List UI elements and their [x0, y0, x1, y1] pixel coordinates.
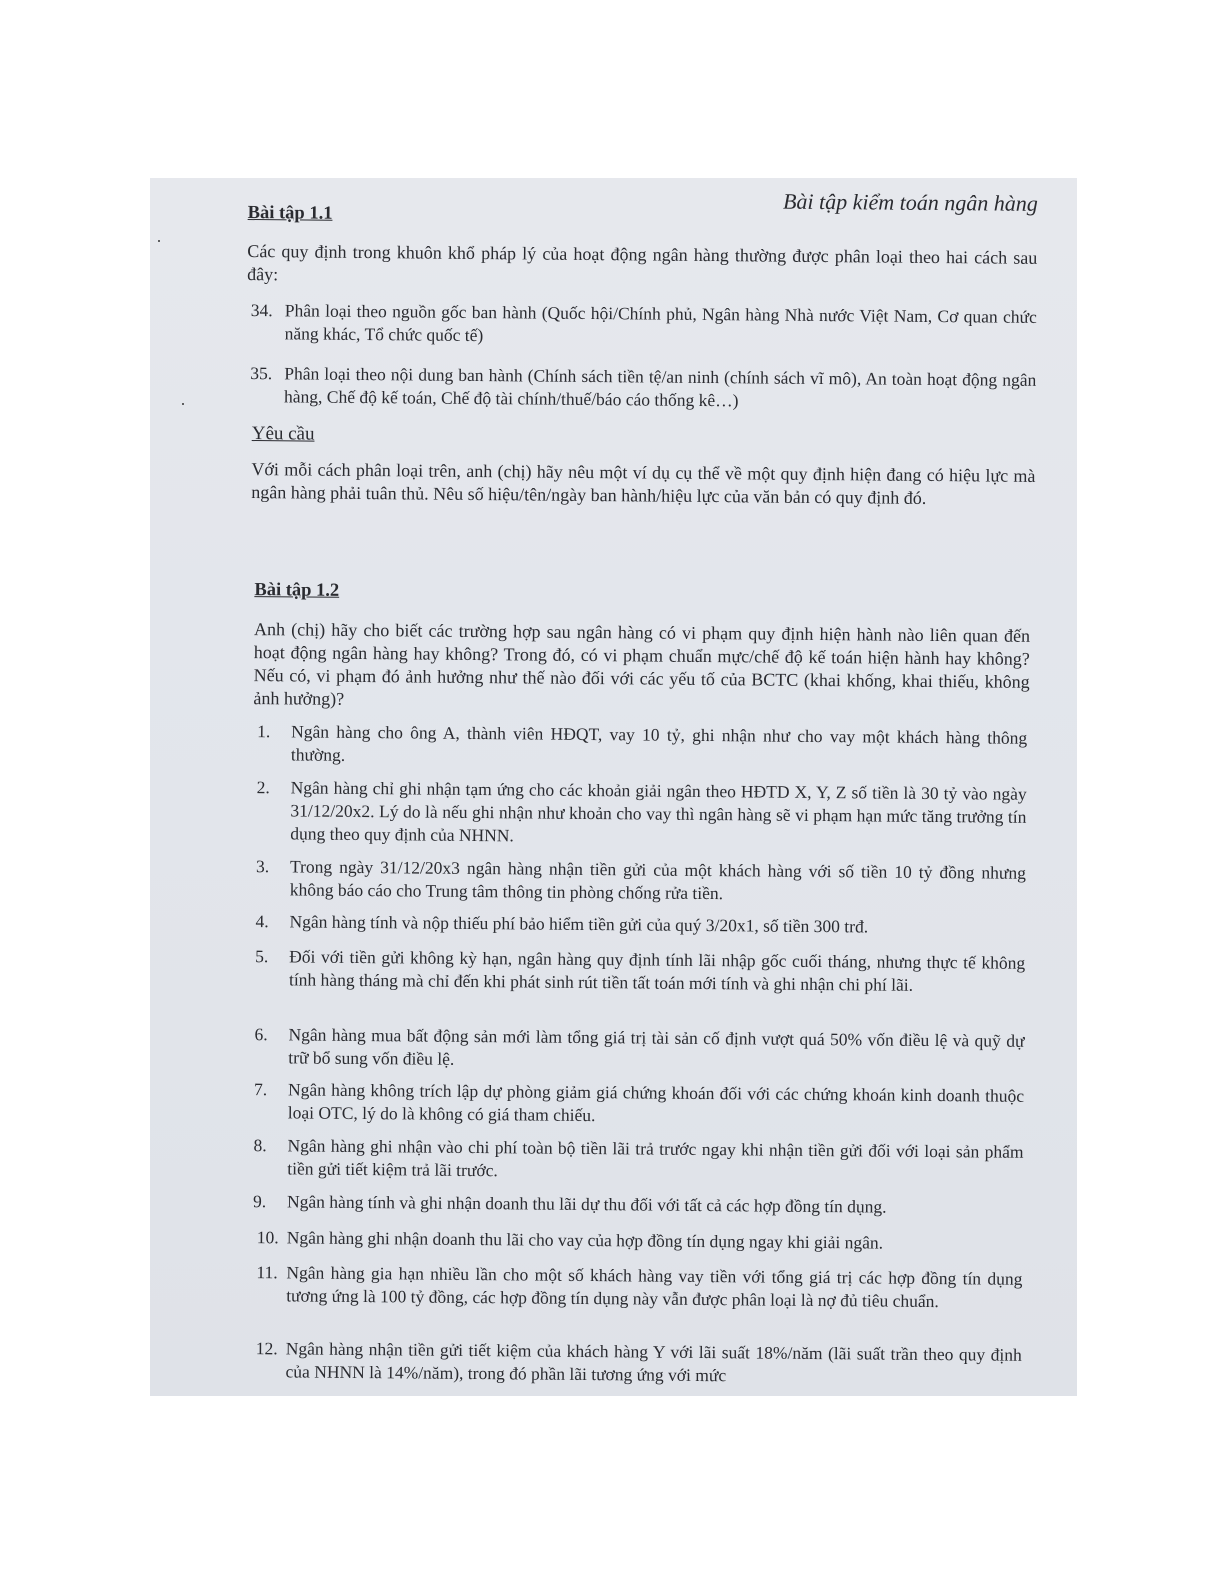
requirement-label: Yêu cầu	[251, 423, 315, 445]
scanned-page	[150, 178, 1077, 1396]
list-item-number: 4.	[255, 911, 269, 932]
list-item-text: Ngân hàng không trích lập dự phòng giảm giá chứng khoán đối với các chứng khoán kinh doanh thuộc loại OTC, lý do là không có giá tham chiếu.	[287, 1079, 1025, 1126]
list-item-number: 5.	[255, 946, 269, 967]
list-item-number: 1.	[257, 721, 271, 742]
list-item-number: 7.	[253, 1079, 268, 1100]
scan-speck	[158, 240, 160, 242]
list-item	[256, 776, 1027, 852]
list-item	[251, 299, 1037, 352]
list-item-number: 11.	[256, 1262, 278, 1283]
list-item	[255, 910, 1025, 940]
exercise-1-title: Bài tập 1.1	[247, 202, 333, 224]
list-item	[255, 945, 1025, 998]
list-item-text: Phân loại theo nội dung ban hành (Chính sách tiền tệ/an ninh (chính sách vĩ mô), An toàn hoạt động ngân hàng, Chế độ kế toán, Chế độ tài chính/thuế/báo cáo thống kê…)	[284, 363, 1037, 411]
list-item-text: Ngân hàng ghi nhận vào chi phí toàn bộ tiền lãi trả trước ngay khi nhận tiền gửi đối với loại sản phẩm tiền gửi tiết kiệm trả lãi trước.	[287, 1135, 1024, 1181]
list-item-text: Phân loại theo nguồn gốc ban hành (Quốc hội/Chính phủ, Ngân hàng Nhà nước Việt Nam, Cơ quan chức năng khác, Tổ chức quốc tế)	[284, 300, 1037, 346]
list-item-number: 9.	[252, 1191, 267, 1212]
list-item-number: 10.	[256, 1227, 279, 1248]
list-item-number: 2.	[256, 777, 270, 798]
list-item-text: Ngân hàng tính và ghi nhận doanh thu lãi dự thu đối với tất cả các hợp đồng tín dụng.	[286, 1191, 887, 1217]
scan-speck	[182, 403, 184, 405]
list-item-text: Trong ngày 31/12/20x3 ngân hàng nhận tiền gửi của một khách hàng với số tiền 10 tỷ đồng nhưng không báo cáo cho Trung tâm thông tin phòng chống rửa tiền.	[289, 856, 1027, 904]
list-item	[256, 1261, 1022, 1314]
list-item-number: 12.	[255, 1338, 278, 1359]
list-item-text: Ngân hàng gia hạn nhiều lần cho một số khách hàng vay tiền với tổng giá trị các hợp đồng tín dụng tương ứng là 100 tỷ đồng, các hợp đồng tín dụng này vẫn được phân loại là nợ đủ tiêu chuẩn.	[286, 1262, 1023, 1312]
list-item	[253, 1190, 1023, 1220]
list-item-text: Ngân hàng ghi nhận doanh thu lãi cho vay của hợp đồng tín dụng ngay khi giải ngân.	[286, 1227, 884, 1253]
list-item	[254, 1023, 1024, 1076]
exercise-1-intro: Các quy định trong khuôn khổ pháp lý của hoạt động ngân hàng thường được phân loại theo hai cách sau đây:	[247, 240, 1038, 285]
list-item	[256, 855, 1026, 908]
exercise-2-intro: Anh (chị) hãy cho biết các trường hợp sau ngân hàng có vi phạm quy định hiện hành nào liên quan đến hoạt động ngân hàng hay không? Trong đó, có vi phạm chuẩn mực/chế độ kế toán hiện hành hay không? Nếu có, vi phạm đó ảnh hưởng như thế nào đối với các yếu tố của BCTC (khai khống, khai thiếu, không ảnh hưởng)?	[253, 619, 1031, 709]
list-item	[255, 1337, 1021, 1390]
running-header: Bài tập kiểm toán ngân hàng	[782, 188, 1038, 216]
list-item-text: Ngân hàng tính và nộp thiếu phí bảo hiểm tiền gửi của quý 3/20x1, số tiền 300 trđ.	[289, 911, 869, 937]
page-content	[247, 178, 1048, 1386]
list-item	[257, 720, 1027, 773]
list-item	[257, 1226, 1023, 1256]
list-item	[250, 362, 1036, 415]
list-item-number: 3.	[255, 856, 270, 877]
list-item	[254, 1078, 1024, 1131]
list-item-text: Ngân hàng mua bất động sản mới làm tổng giá trị tài sản cố định vượt quá 50% vốn điều lệ và quỹ dự trữ bổ sung vốn điều lệ.	[288, 1024, 1025, 1069]
list-item-number: 6.	[254, 1024, 268, 1045]
exercise-2-title: Bài tập 1.2	[254, 580, 340, 601]
list-item-text: Ngân hàng chỉ ghi nhận tạm ứng cho các khoản giải ngân theo HĐTD X, Y, Z số tiền là 30 tỷ vào ngày 31/12/20x2. Lý do là nếu ghi nhận như khoản cho vay thì ngân hàng sẽ vi phạm hạn mức tăng trưởng tín dụng theo quy định của NHNN.	[290, 777, 1027, 846]
list-item-number: 35.	[250, 363, 273, 384]
list-item-text: Ngân hàng cho ông A, thành viên HĐQT, vay 10 tỷ, ghi nhận như cho vay một khách hàng thông thường.	[290, 721, 1028, 765]
list-item-number: 34.	[250, 300, 273, 321]
list-item-number: 8.	[253, 1135, 267, 1156]
list-item-text: Ngân hàng nhận tiền gửi tiết kiệm của khách hàng Y với lãi suất 18%/năm (lãi suất trần theo quy định của NHNN là 14%/năm), trong đó phần lãi tương ứng với mức	[285, 1338, 1022, 1386]
list-item	[253, 1134, 1023, 1187]
requirement-text: Với mỗi cách phân loại trên, anh (chị) hãy nêu một ví dụ cụ thể về một quy định hiện đang có hiệu lực mà ngân hàng phải tuân thủ. Nêu số hiệu/tên/ngày ban hành/hiệu lực của văn bản có quy định đó.	[251, 459, 1036, 508]
list-item-text: Đối với tiền gửi không kỳ hạn, ngân hàng quy định tính lãi nhập gốc cuối tháng, nhưng thực tế không tính hàng tháng mà chỉ đến khi phát sinh rút tiền tất toán mới tính và ghi nhận chi phí lãi.	[288, 946, 1026, 995]
